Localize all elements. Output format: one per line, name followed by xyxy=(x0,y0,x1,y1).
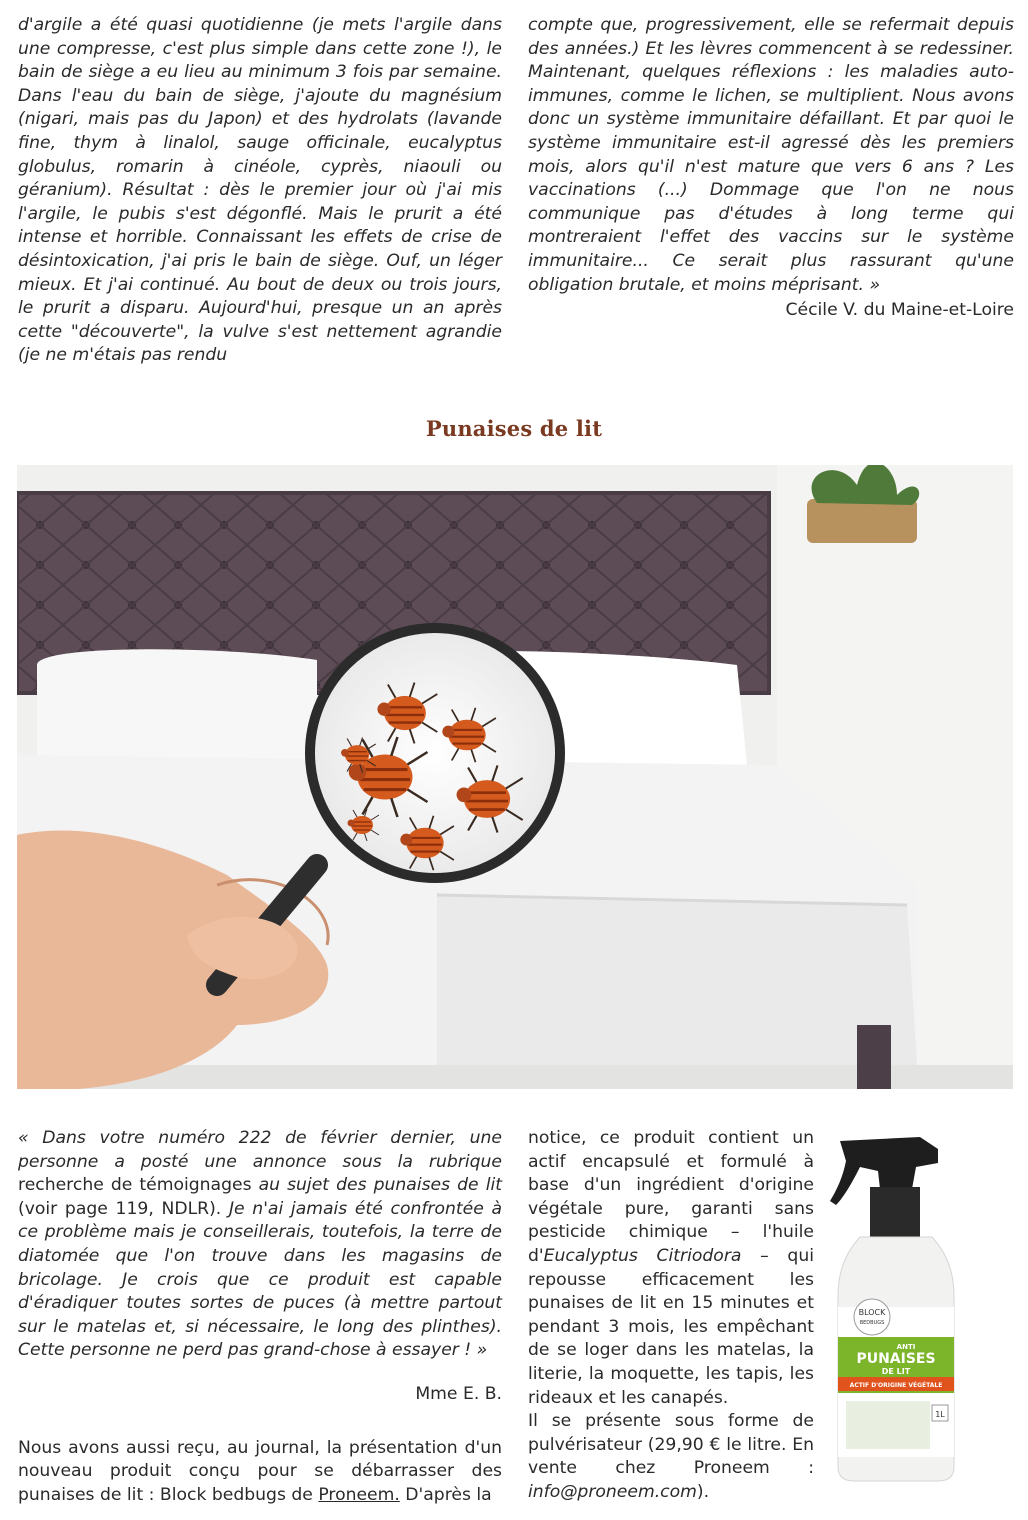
price-part: ). xyxy=(696,1481,710,1502)
letter-part: recherche de témoignages xyxy=(18,1175,259,1196)
bedbug-column-right xyxy=(528,1127,814,1505)
brand-line-2: BEDBUGS xyxy=(859,1320,885,1326)
desc-part: notice, ce produit contient un actif encapsulé et formulé à base d'un ingrédient d'origine végétale pure, garanti sans pesticide chimique – l'huile d' xyxy=(528,1128,814,1266)
editorial-paragraph xyxy=(18,1437,502,1508)
letter-part: (voir page 119, NDLR). xyxy=(18,1198,229,1219)
product-price xyxy=(528,1410,814,1504)
contact-email[interactable]: info@proneem.com xyxy=(528,1481,697,1502)
label-de-lit: DE LIT xyxy=(881,1367,911,1376)
editorial-text: Nous avons aussi reçu, au journal, la présentation d'un nouveau produit conçu pour se débarrasser des punaises de lit : Block bedbugs de xyxy=(18,1437,502,1505)
body-paragraph: d'argile a été quasi quotidienne (je mets l'argile dans une compresse, c'est plus simple dans cette zone !), le bain de siège a eu lieu au minimum 3 fois par semaine. Dans l'eau du bain de siège, j'ajoute du magnésium (nigari, mais pas du Japon) et des hydrolats (lavande fine, thym à linalol, sauge officinale, eucalyptus globulus, romarin à cinéole, cyprès, niaouli ou géranium). Résultat : dès le premier jour où j'ai mis l'argile, le pubis s'est dégonflé. Mais le prurit a été intense et horrible. Connaissant les effets de crise de désintoxication, j'ai pris le bain de siège. Ouf, un léger mieux. Et j'ai continué. Au bout de deux ou trois jours, le prurit a disparu. Aujourd'hui, presque un an après cette "découverte", la vulve s'est nettement agrandie (je ne m'étais pas rendu xyxy=(18,15,502,366)
body-paragraph: compte que, progressivement, elle se refermait depuis des années.) Et les lèvres commencent à se redessiner. Maintenant, quelques réflexions : les maladies auto-immunes, comme le lichen, se multiplient. Nous avons donc un système immunitaire défaillant. Et par quoi le système immunitaire est-il agressé dès les premiers mois, alors qu'il n'est mature que vers 6 ans ? Les vaccinations (...) Dommage que l'on ne nous communique pas d'études à long terme qui montreraient l'effet des vaccins sur le système immunitaire... Ce serait plus rassurant qu'une obligation brutale, et moins méprisant. » xyxy=(528,15,1014,295)
letter-part: « Dans votre numéro 222 de février dernier, une personne a posté une annonce sous la rubrique xyxy=(18,1128,502,1172)
bedroom-illustration xyxy=(17,465,1013,1089)
desc-part: – qui repousse efficacement les punaises de lit en 15 minutes et pendant 3 mois, les empêchant de se loger dans les matelas, la literie, la moquette, les tapis, les rideaux et les canapés. xyxy=(528,1245,814,1408)
bedbug-column-left xyxy=(18,1127,502,1507)
letter-continued-column-right xyxy=(528,14,1014,323)
price-part: Il se présente sous forme de pulvérisateur (29,90 € le litre. En vente chez Proneem : xyxy=(528,1411,814,1479)
letter-continued-column-left xyxy=(18,14,502,368)
label-origin: ACTIF D'ORIGINE VÉGÉTALE xyxy=(849,1382,943,1389)
brand-line-1: BLOCK xyxy=(858,1308,886,1317)
label-volume: 1L xyxy=(935,1410,945,1419)
spray-bottle-illustration xyxy=(820,1127,960,1482)
product-description xyxy=(528,1127,814,1410)
editorial-text: D'après la xyxy=(399,1484,492,1505)
proneem-link[interactable]: Proneem. xyxy=(318,1484,400,1505)
section-title: Punaises de lit xyxy=(425,416,603,441)
species-name: Eucalyptus Citriodora xyxy=(543,1245,742,1266)
bedbug-magnifier-photo xyxy=(17,465,1013,1089)
label-anti: ANTI xyxy=(896,1343,916,1351)
reader-letter xyxy=(18,1127,502,1363)
letter-signature: Mme E. B. xyxy=(415,1383,502,1404)
letter-signature: Cécile V. du Maine-et-Loire xyxy=(785,300,1014,321)
letter-part: au sujet des punaises de lit xyxy=(258,1175,502,1196)
spray-bottle-photo xyxy=(820,1127,960,1482)
label-punaises: PUNAISES xyxy=(856,1351,936,1367)
letter-part: Je n'ai jamais été confrontée à ce problème mais je conseillerais, toutefois, la terre de diatomée que l'on trouve dans les magasins de bricolage. Je crois que ce produit est capable d'éradiquer toutes sortes de puces (à mettre partout sur le matelas et, si nécessaire, le long des plinthes). Cette personne ne perd pas grand-chose à essayer ! » xyxy=(18,1198,502,1361)
